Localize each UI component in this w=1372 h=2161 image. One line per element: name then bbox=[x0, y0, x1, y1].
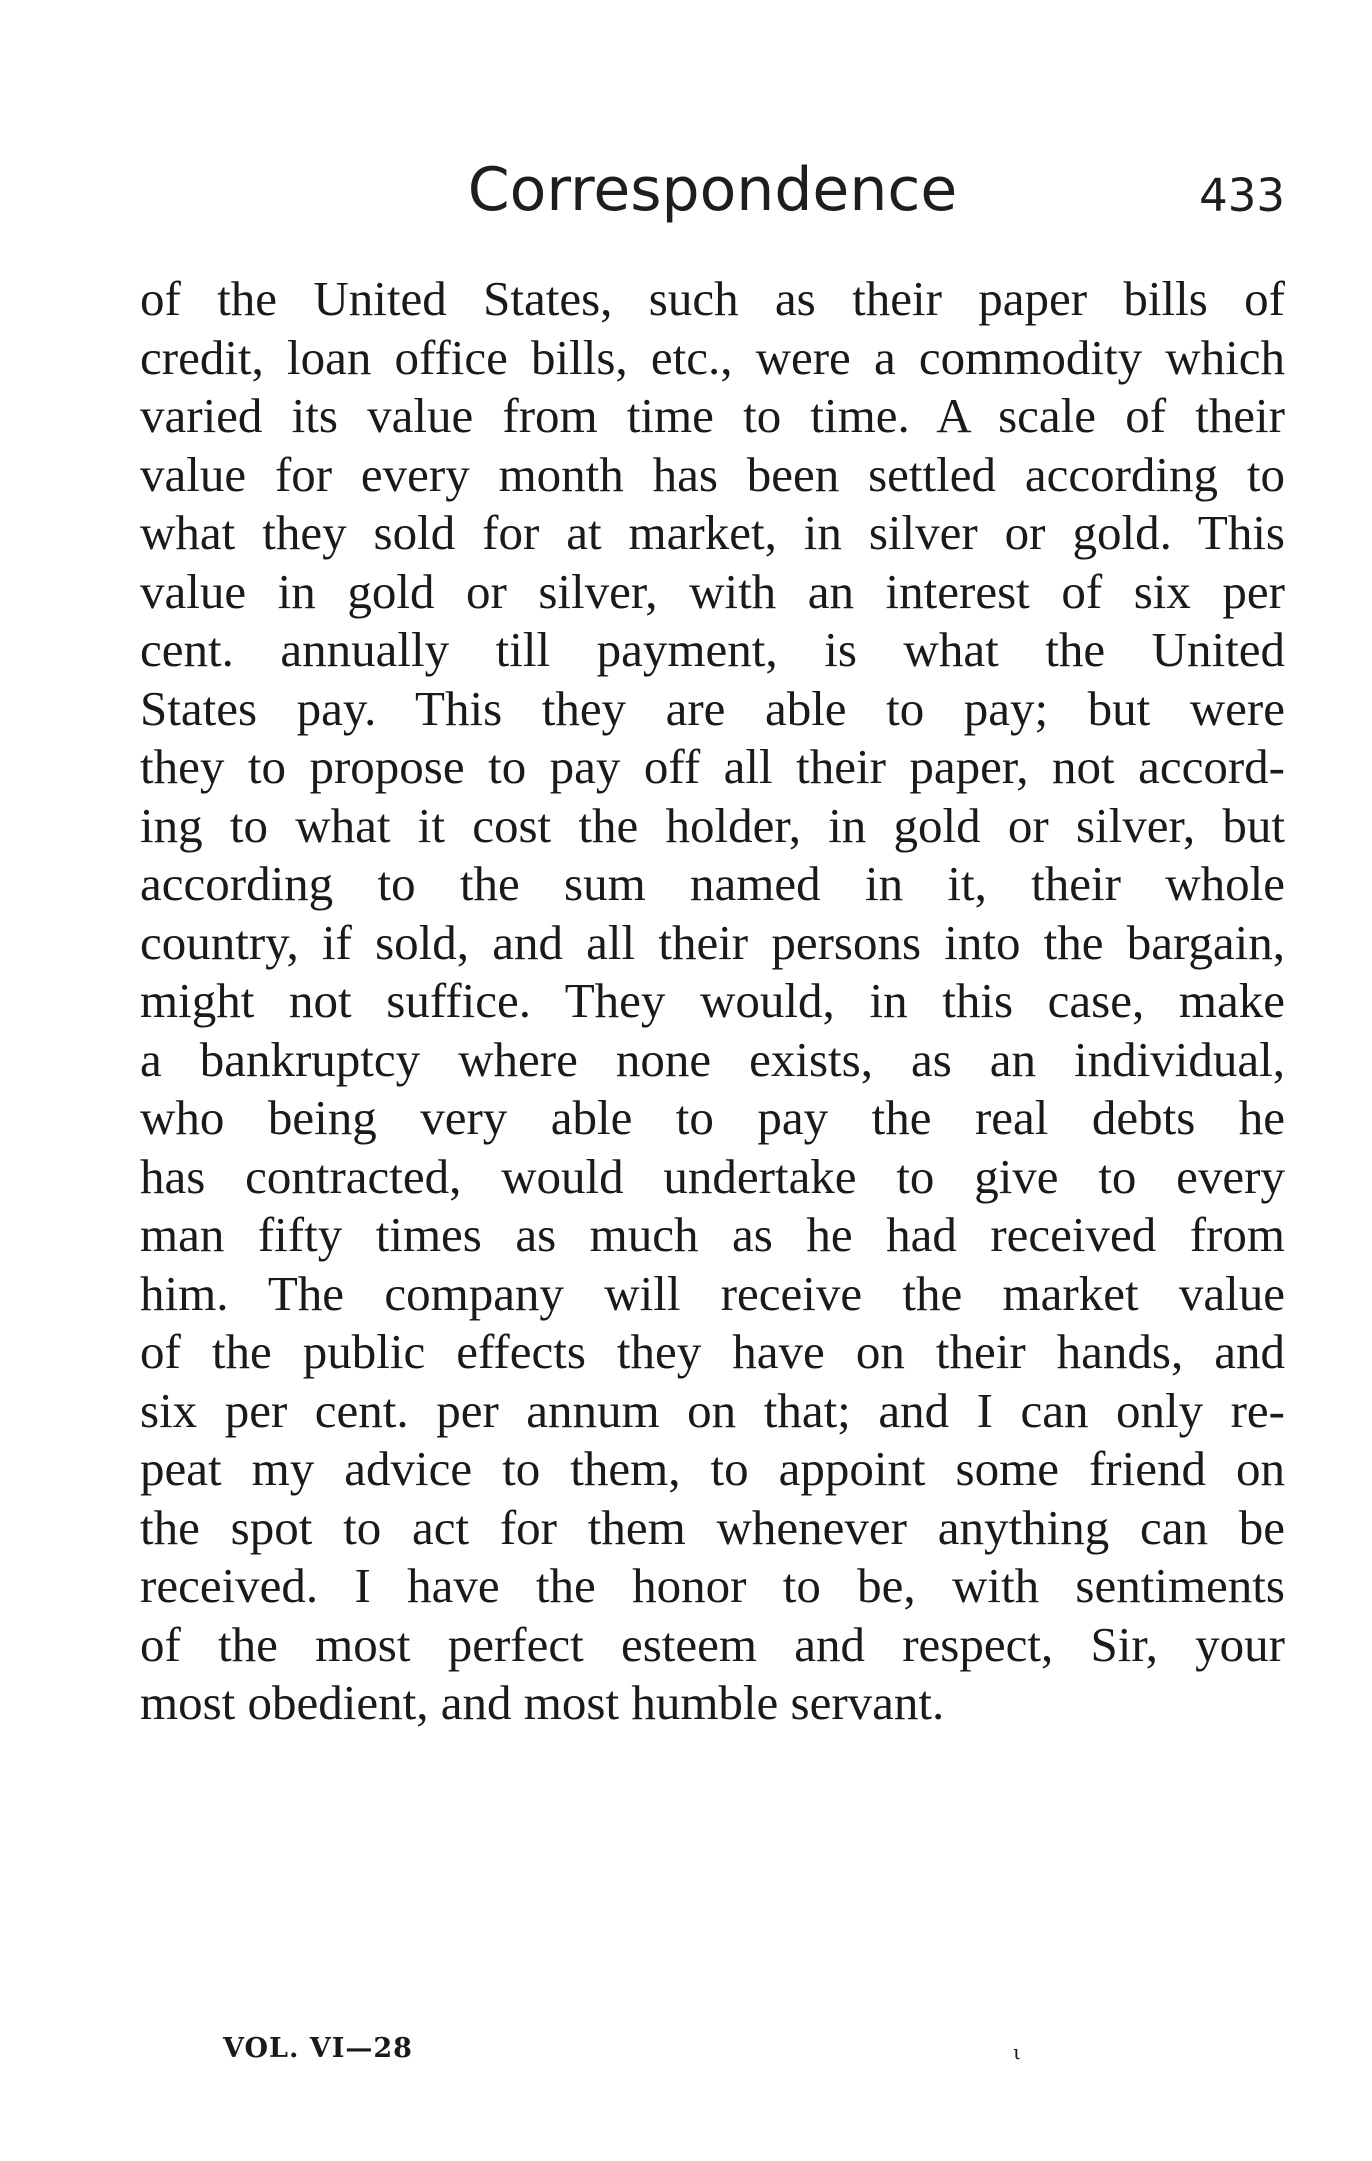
page-title: Correspondence bbox=[467, 155, 958, 225]
text-line: him. The company will receive the market value bbox=[140, 1265, 1285, 1321]
text-line: most obedient, and most humble servant. bbox=[140, 1675, 945, 1730]
signature-mark: VOL. VI—28 bbox=[223, 2033, 413, 2064]
text-line: has contracted, would undertake to give to every bbox=[140, 1148, 1285, 1204]
text-line: of the public effects they have on their hands, and bbox=[140, 1324, 1285, 1379]
text-line: credit, loan office bills, etc., were a commodity which bbox=[140, 329, 1285, 385]
text-line: might not suffice. They would, in this case, make bbox=[140, 973, 1285, 1028]
text-line: of the United States, such as their paper bills of bbox=[140, 271, 1285, 326]
text-line: the spot to act for them whenever anything can be bbox=[140, 1499, 1285, 1555]
text-line: they to propose to pay off all their paper, not accord- bbox=[140, 739, 1285, 794]
letter-body bbox=[140, 270, 1285, 1733]
text-line: man fifty times as much as he had received from bbox=[140, 1207, 1285, 1262]
printer-mark: ι bbox=[1013, 2040, 1021, 2064]
text-line: of the most perfect esteem and respect, Sir, your bbox=[140, 1616, 1285, 1672]
text-line: country, if sold, and all their persons into the bargain, bbox=[140, 914, 1285, 970]
text-line: value for every month has been settled according to bbox=[140, 446, 1285, 502]
text-line: who being very able to pay the real debts he bbox=[140, 1090, 1285, 1145]
text-line: value in gold or silver, with an interest of six per bbox=[140, 563, 1285, 619]
text-line: six per cent. per annum on that; and I can only re- bbox=[140, 1382, 1285, 1438]
running-head bbox=[140, 150, 1285, 230]
page-number: 433 bbox=[1199, 169, 1285, 222]
text-line: cent. annually till payment, is what the United bbox=[140, 622, 1285, 677]
text-line: varied its value from time to time. A scale of their bbox=[140, 388, 1285, 443]
text-line: what they sold for at market, in silver or gold. This bbox=[140, 505, 1285, 560]
text-line: ing to what it cost the holder, in gold or silver, but bbox=[140, 797, 1285, 853]
text-line: a bankruptcy where none exists, as an individual, bbox=[140, 1031, 1285, 1087]
text-line: peat my advice to them, to appoint some friend on bbox=[140, 1441, 1285, 1496]
text-line: according to the sum named in it, their whole bbox=[140, 856, 1285, 911]
text-line: received. I have the honor to be, with sentiments bbox=[140, 1558, 1285, 1613]
text-line: States pay. This they are able to pay; but were bbox=[140, 680, 1285, 736]
